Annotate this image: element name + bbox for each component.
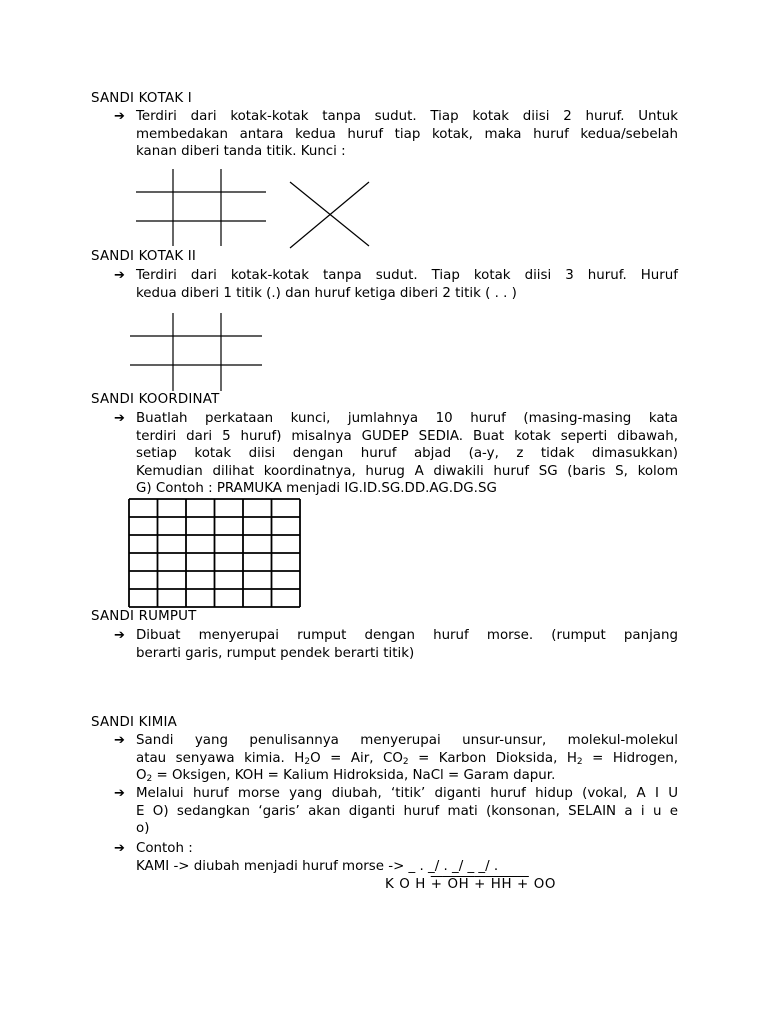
heading-sandi-kotak-2: SANDI KOTAK II	[91, 249, 197, 264]
text-line: setiap kotak diisi dengan huruf abjad (a-y, z tidak dimasukkan)	[136, 446, 678, 461]
bullet-kimia-2	[114, 785, 678, 838]
text-line: Melalui huruf morse yang diubah, ‘titik’ diganti huruf hidup (vokal, A I U	[136, 786, 678, 801]
text-line: membedakan antara kedua huruf tiap kotak, maka huruf kedua/sebelah	[136, 126, 678, 142]
bullet-text	[136, 732, 678, 785]
text-line: Terdiri dari kotak-kotak tanpa sudut. Tiap kotak diisi 2 huruf. Untuk	[136, 109, 678, 124]
right-arrow-icon: ➔	[114, 786, 125, 801]
heading-sandi-koordinat: SANDI KOORDINAT	[91, 392, 220, 407]
text-line: Dibuat menyerupai rumput dengan huruf morse. (rumput panjang	[136, 628, 678, 643]
text-line: kanan diberi tanda titik. Kunci :	[136, 144, 346, 159]
text-line-with-formulas	[136, 750, 678, 768]
subscript: 2	[146, 774, 153, 784]
text-line: Buatlah perkataan kunci, jumlahnya 10 huruf (masing-masing kata	[136, 411, 678, 426]
bullet-text	[136, 785, 678, 838]
text-line: Kemudian dilihat koordinatnya, hurug A diwakili huruf SG (baris S, kolom	[136, 463, 678, 479]
text-run: O	[136, 768, 147, 783]
kimia-formula	[385, 876, 556, 894]
text-line: kedua diberi 1 titik (.) dan huruf ketiga diberi 2 titik ( . . )	[136, 285, 517, 301]
formula-plus: +	[430, 877, 443, 892]
formula-koh: K O H	[385, 877, 431, 892]
text-run: O = Air, CO	[310, 750, 403, 766]
heading-sandi-kimia: SANDI KIMIA	[91, 715, 178, 730]
bullet-rumput	[114, 627, 678, 662]
text-line: o)	[136, 821, 150, 836]
bullet-text	[136, 627, 678, 662]
text-line: berarti garis, rumput pendek berarti titik)	[136, 645, 415, 661]
right-arrow-icon: ➔	[114, 411, 125, 426]
bullet-kimia-3	[114, 840, 678, 875]
text-line: G) Contoh : PRAMUKA menjadi IG.ID.SG.DD.AG.DG.SG	[136, 481, 497, 496]
right-arrow-icon: ➔	[114, 268, 125, 283]
text-run: atau senyawa kimia. H	[136, 750, 305, 766]
text-line: E O) sedangkan ‘garis’ akan diganti huruf mati (konsonan, SELAIN a i u e	[136, 803, 678, 819]
right-arrow-icon: ➔	[114, 733, 125, 748]
contoh-example: KAMI -> diubah menjadi huruf morse -> _ . _/ . _/ _ _/ .	[136, 858, 499, 874]
formula-oh: OH	[442, 877, 475, 892]
text-line: Sandi yang penulisannya menyerupai unsur-unsur, molekul-molekul	[136, 733, 678, 748]
text-run: = Karbon Dioksida, H	[408, 750, 577, 766]
right-arrow-icon: ➔	[114, 841, 125, 856]
text-run: = Oksigen, KOH = Kalium Hidroksida, NaCl = Garam dapur.	[152, 768, 556, 783]
text-line-with-formulas	[136, 767, 678, 785]
text-run: = Hidrogen,	[582, 750, 679, 766]
text-line: terdiri dari 5 huruf) misalnya GUDEP SEDIA. Buat kotak seperti dibawah,	[136, 428, 678, 444]
subscript: 2	[304, 756, 311, 767]
formula-hh: HH	[485, 877, 518, 892]
formula-plus: +	[517, 877, 529, 892]
right-arrow-icon: ➔	[114, 628, 125, 643]
contoh-label: Contoh :	[136, 841, 193, 856]
bullet-text	[136, 840, 678, 875]
heading-sandi-kotak-1: SANDI KOTAK I	[91, 91, 192, 106]
right-arrow-icon: ➔	[114, 109, 125, 124]
formula-plus: +	[474, 877, 486, 892]
text-line: Terdiri dari kotak-kotak tanpa sudut. Tiap kotak diisi 3 huruf. Huruf	[136, 268, 678, 283]
bullet-kimia-1	[114, 732, 678, 785]
heading-sandi-rumput: SANDI RUMPUT	[91, 609, 197, 624]
subscript: 2	[576, 756, 583, 767]
formula-oo: OO	[528, 877, 556, 892]
subscript: 2	[402, 756, 409, 767]
